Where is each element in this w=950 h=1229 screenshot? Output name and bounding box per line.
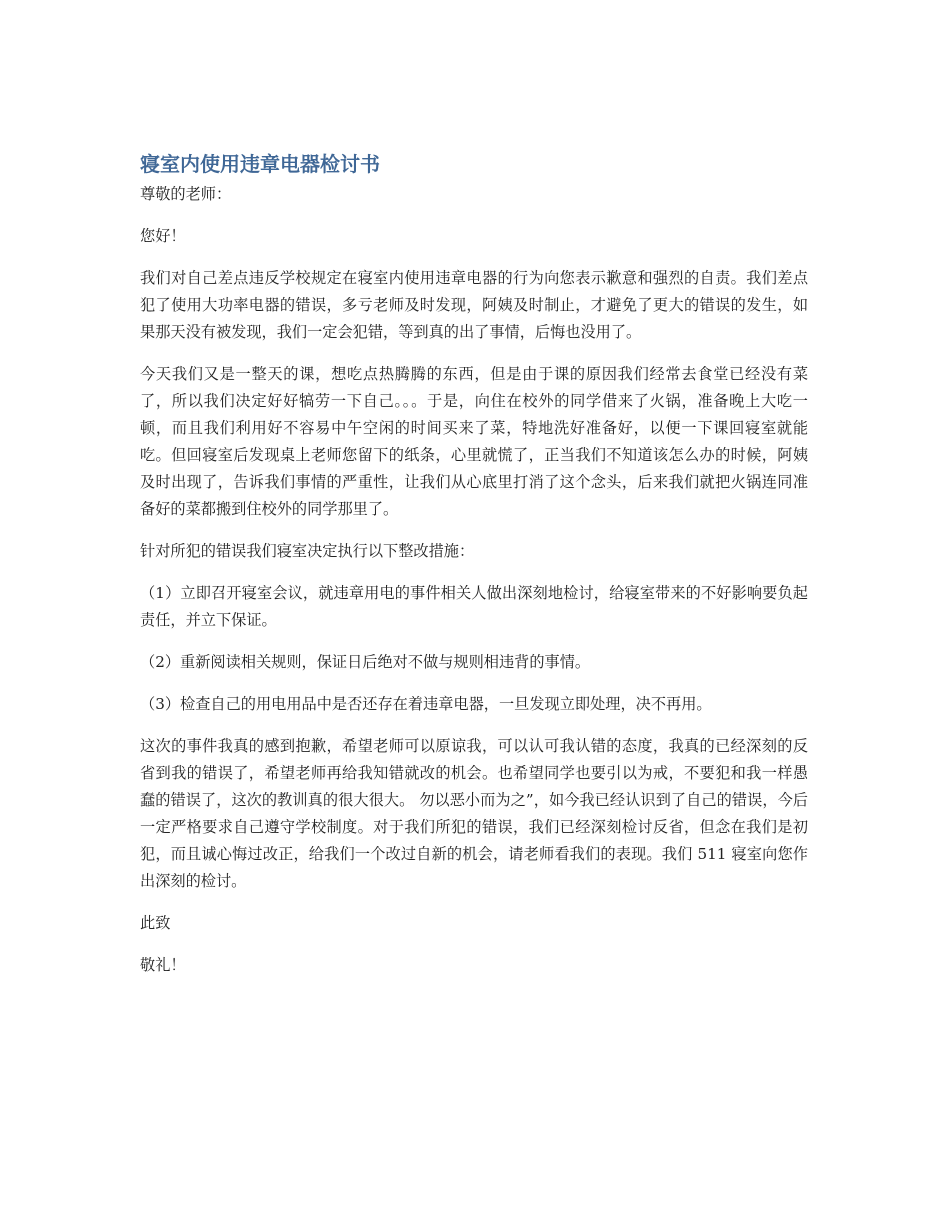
document-title: 寝室内使用违章电器检讨书 — [140, 152, 380, 176]
measures-intro: 针对所犯的错误我们寝室决定执行以下整改措施： — [140, 542, 475, 560]
closing-line-1: 此致 — [140, 914, 171, 932]
body-paragraph-3: 这次的事件我真的感到抱歉，希望老师可以原谅我，可以认可我认错的态度，我真的已经深刻的反省到我的错误了，希望老师再给我知错就改的机会。也希望同学也要引以为戒，不要犯和我一样愚蠢的错误了，这次的教训真的很大很大。 勿以恶小而为之”，如今我已经认识到了自己的错误，今后一定严格要求自己遵守学校制度。对于我们所犯的错误，我们已经深刻检讨反省，但念在我们是初犯，而且诚心悔过改正，给我们一个改过自新的机会，请老师看我们的表现。我们 511 寝室向您作出深刻的检讨。 — [140, 737, 808, 890]
body-paragraph-1: 我们对自己差点违反学校规定在寝室内使用违章电器的行为向您表示歉意和强烈的自责。我们差点犯了使用大功率电器的错误，多亏老师及时发现，阿姨及时制止，才避免了更大的错误的发生，如果那天没有被发现，我们一定会犯错，等到真的出了事情，后悔也没用了。 — [140, 269, 808, 341]
closing-line-2: 敬礼！ — [140, 956, 186, 974]
greeting: 您好！ — [140, 227, 186, 245]
measure-item-1: （1）立即召开寝室会议，就违章用电的事件相关人做出深刻地检讨，给寝室带来的不好影响要负起责任，并立下保证。 — [140, 584, 808, 629]
document-page — [140, 150, 808, 994]
body-paragraph-2: 今天我们又是一整天的课，想吃点热腾腾的东西，但是由于课的原因我们经常去食堂已经没有菜了，所以我们决定好好犒劳一下自己。。。于是，向住在校外的同学借来了火锅，准备晚上大吃一顿，而且我们利用好不容易中午空闲的时间买来了菜，特地洗好准备好，以便一下课回寝室就能吃。但回寝室后发现桌上老师您留下的纸条，心里就慌了，正当我们不知道该怎么办的时候，阿姨及时出现了，告诉我们事情的严重性，让我们从心底里打消了这个念头，后来我们就把火锅连同准备好的菜都搬到住校外的同学那里了。 — [140, 365, 808, 518]
measure-item-2: （2）重新阅读相关规则，保证日后绝对不做与规则相违背的事情。 — [140, 653, 591, 671]
measure-item-3: （3）检查自己的用电用品中是否还存在着违章电器，一旦发现立即处理，决不再用。 — [140, 695, 712, 713]
salutation: 尊敬的老师： — [140, 185, 232, 203]
